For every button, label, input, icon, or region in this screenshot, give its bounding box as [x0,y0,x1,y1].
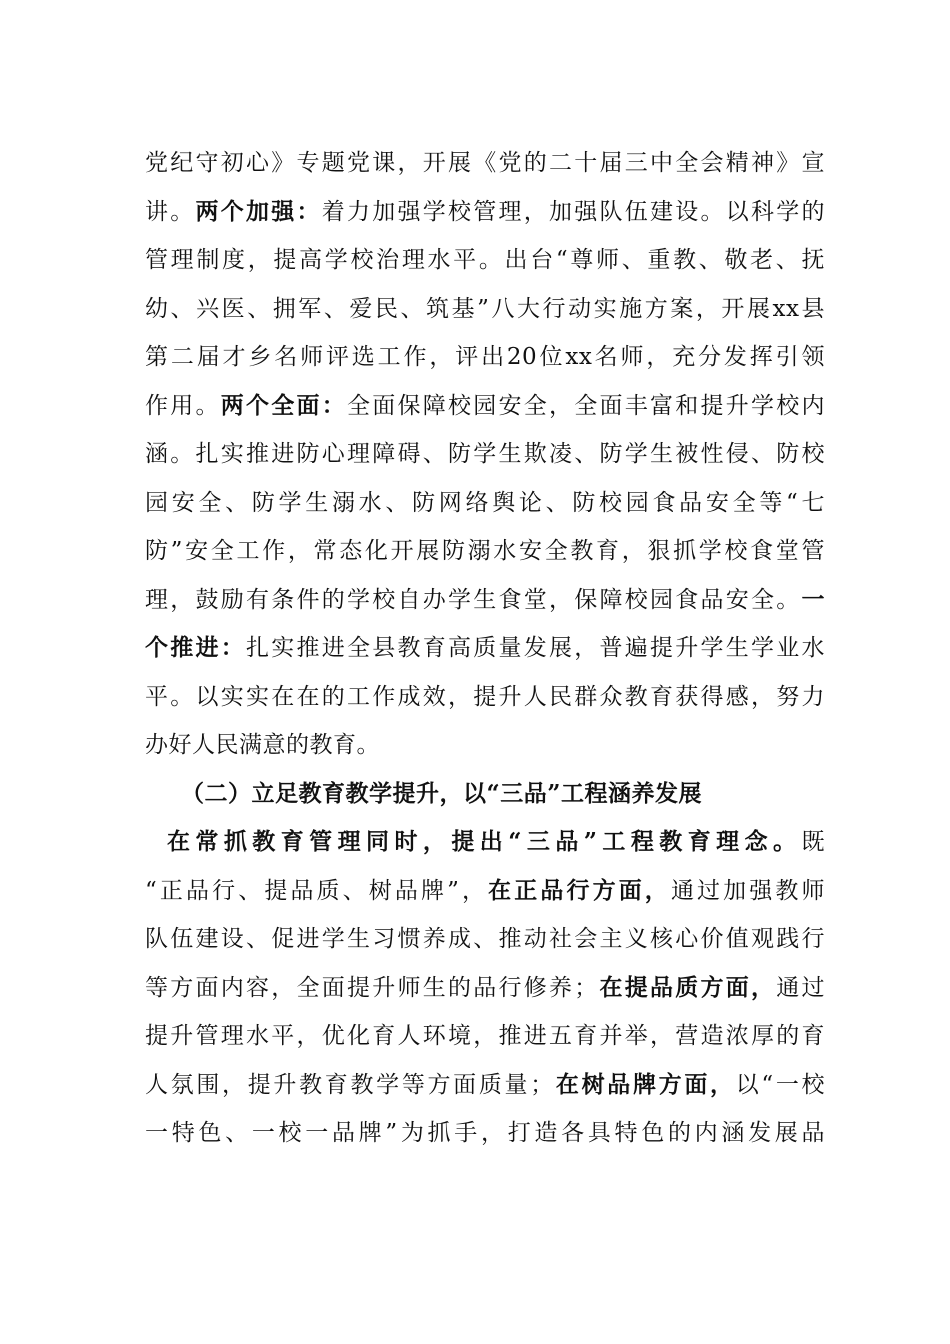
bold-lead: 一 [801,585,825,613]
text-span: 通过 [776,974,825,1001]
text-span: 提升管理水平，优化育人环境，推进五育并举，营造浓厚的育 [145,1023,825,1049]
text-line [145,333,825,382]
text-line [145,1012,825,1061]
text-line [145,188,825,237]
text-span: “正品行、提品质、树品牌”， [145,877,489,904]
text-line [145,721,825,770]
heading-text: （二）立足教育教学提升，以“三品”工程涵养发展 [181,779,702,807]
bold-lead: 在正品行方面， [488,876,671,904]
text-span: 幼、兴医、拥军、爱民、筑基”八大行动实施方案，开展xx县 [145,295,825,322]
text-span: 办好人民满意的教育。 [145,732,380,758]
text-span: 队伍建设、促进学生习惯养成、推动社会主义核心价值观践行 [145,926,825,952]
text-line [145,430,825,479]
text-span: 扎实推进全县教育高质量发展，普遍提升学生学业水 [246,635,825,661]
text-span: 人氛围，提升教育教学等方面质量； [145,1071,554,1098]
text-line [145,867,825,916]
bold-lead: 两个全面： [220,391,347,419]
bold-lead: 个推进： [145,634,246,661]
text-span: 以“一校 [735,1071,825,1098]
text-line [145,673,825,722]
text-span: 涵。扎实推进防心理障碍、防学生欺凌、防学生被性侵、防校 [145,441,825,467]
body-text [145,139,825,1158]
text-line [145,915,825,964]
bold-lead: 在提品质方面， [597,973,777,1001]
text-line [145,1061,825,1110]
text-span: 既 [801,829,825,855]
text-line [145,382,825,431]
bold-lead: 在树品牌方面， [553,1070,736,1098]
text-line [145,236,825,285]
text-span: 园安全、防学生溺水、防网络舆论、防校园食品安全等“七 [145,489,825,516]
text-span: 第二届才乡名师评选工作，评出20位xx名师，充分发挥引领 [145,344,825,370]
text-span: 通过加强教师 [670,877,825,904]
text-line [145,479,825,528]
text-span: 作用。 [145,392,221,419]
bold-lead: 在常抓教育管理同时，提出“三品”工程教育理念。 [167,828,802,855]
text-span: 平。以实实在在的工作成效，提升人民群众教育获得感，努力 [145,683,825,710]
text-line [145,1109,825,1158]
text-line [145,576,825,625]
text-line [145,139,825,188]
bold-lead: 两个加强： [195,197,322,225]
text-span: 管理制度，提高学校治理水平。出台“尊师、重教、敬老、抚 [145,247,825,273]
text-span: 党纪守初心》专题党课，开展《党的二十届三中全会精神》宣 [145,150,825,176]
text-span: 讲。 [145,198,196,225]
text-span: 全面保障校园安全，全面丰富和提升学校内 [347,392,825,419]
text-line [145,624,825,673]
text-span: 着力加强学校管理，加强队伍建设。以科学的 [321,198,825,225]
text-line [145,964,825,1013]
text-line [145,285,825,334]
text-span: 理，鼓励有条件的学校自办学生食堂，保障校园食品安全。 [145,586,802,613]
text-span: 一特色、一校一品牌”为抓手，打造各具特色的内涵发展品 [145,1120,825,1146]
text-line [145,527,825,576]
section-heading [145,770,825,819]
text-span: 等方面内容，全面提升师生的品行修养； [145,974,598,1001]
text-line [145,818,825,867]
text-span: 防”安全工作，常态化开展防溺水安全教育，狠抓学校食堂管 [145,538,825,564]
